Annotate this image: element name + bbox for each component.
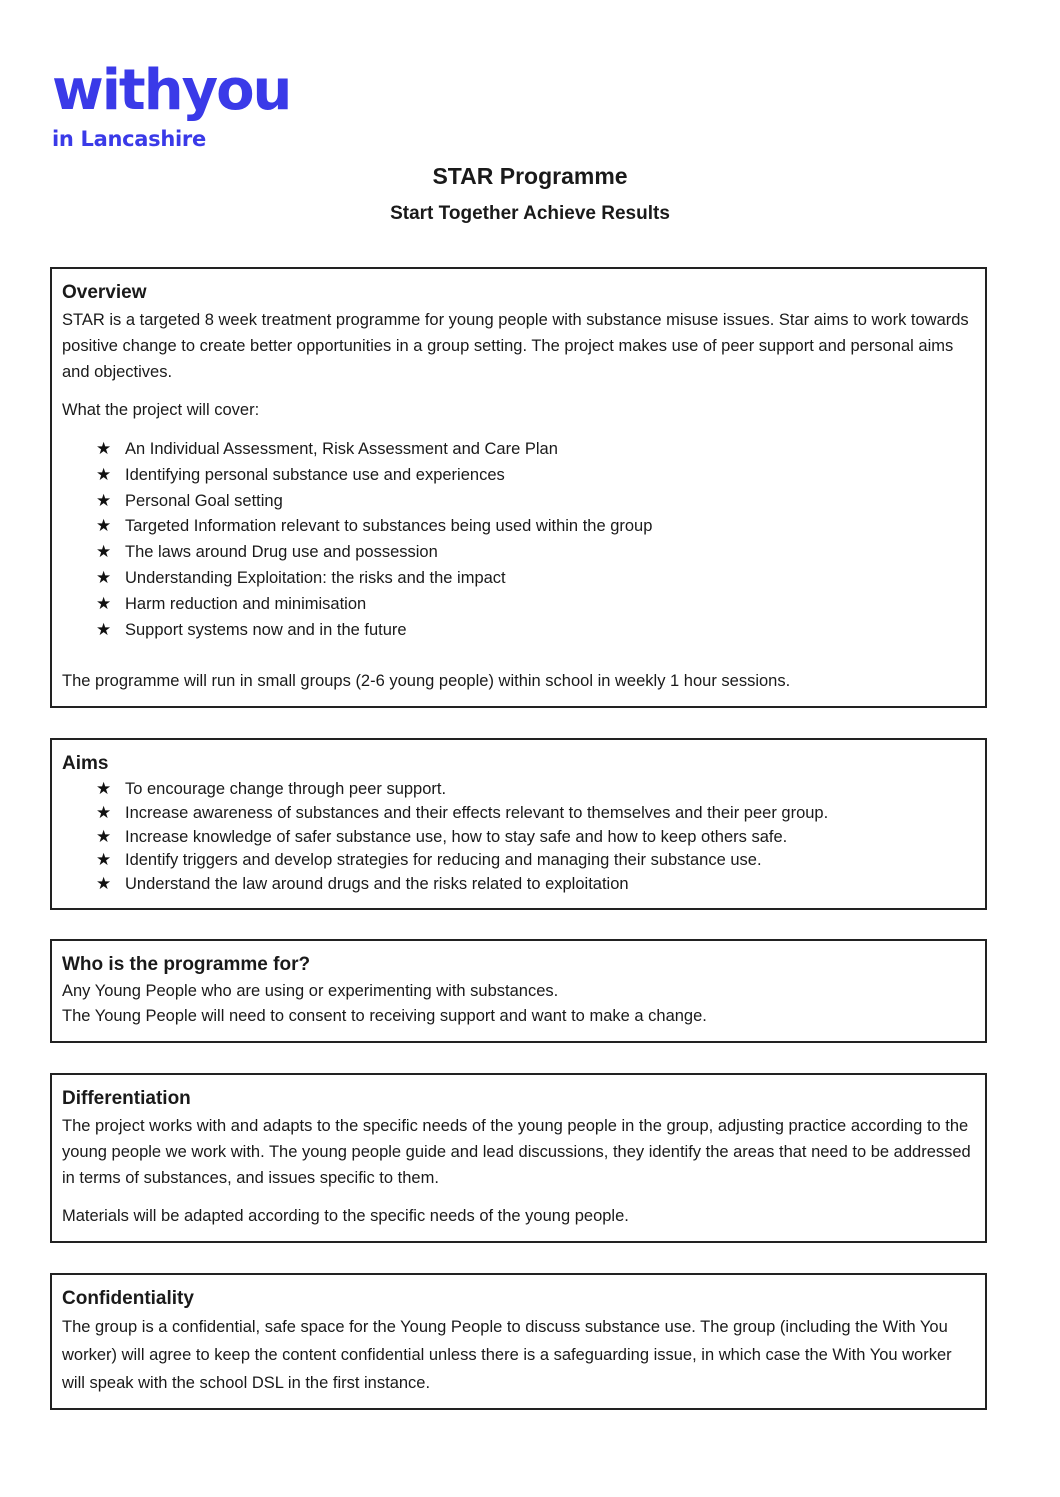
differentiation-heading: Differentiation [62, 1088, 191, 1109]
overview-cover-label: What the project will cover: [62, 401, 260, 419]
list-item: ★ Increase awareness of substances and their effects relevant to themselves and their peer group. [96, 802, 973, 826]
list-item: ★ To encourage change through peer support. [96, 778, 973, 802]
star-bullet-icon: ★ [96, 464, 112, 485]
star-bullet-icon: ★ [96, 779, 112, 799]
list-item: ★ Identify triggers and develop strategies for reducing and managing their substance use. [96, 849, 973, 873]
page-title: STAR Programme [432, 163, 628, 189]
differentiation-section [50, 1073, 987, 1243]
aims-heading: Aims [62, 753, 109, 774]
list-item: ★ Understand the law around drugs and the risks related to exploitation [96, 873, 973, 897]
list-item: ★ The laws around Drug use and possession [96, 540, 973, 566]
who-line-1: Any Young People who are using or experimenting with substances. [62, 982, 559, 1000]
list-item: ★ Harm reduction and minimisation [96, 592, 973, 618]
aims-section [50, 738, 987, 910]
overview-list [62, 437, 973, 643]
confidentiality-section [50, 1273, 987, 1410]
withyou-logo [52, 60, 290, 152]
list-item: ★ Identifying personal substance use and experiences [96, 463, 973, 489]
page-subtitle: Start Together Achieve Results [390, 203, 670, 224]
star-bullet-icon: ★ [96, 567, 112, 588]
aims-list [62, 778, 973, 897]
list-item: ★ Understanding Exploitation: the risks and the impact [96, 566, 973, 592]
list-item: ★ Support systems now and in the future [96, 618, 973, 644]
list-item: ★ Increase knowledge of safer substance use, how to stay safe and how to keep others safe. [96, 826, 973, 850]
star-bullet-icon: ★ [96, 490, 112, 511]
confidentiality-para: The group is a confidential, safe space for the Young People to discuss substance use. The group (including the With You worker) will agree to keep the content confidential unless there is a safeguarding issue, in which case the With You worker will speak with the school DSL in the first instance. [62, 1318, 952, 1392]
differentiation-para-2: Materials will be adapted according to the specific needs of the young people. [62, 1207, 629, 1225]
overview-section [50, 267, 987, 708]
star-bullet-icon: ★ [96, 542, 112, 563]
star-bullet-icon: ★ [96, 619, 112, 640]
who-heading: Who is the programme for? [62, 954, 311, 975]
star-bullet-icon: ★ [96, 439, 112, 459]
overview-closing: The programme will run in small groups (2-6 young people) within school in weekly 1 hour sessions. [62, 672, 791, 691]
star-bullet-icon: ★ [96, 874, 112, 895]
overview-intro: STAR is a targeted 8 week treatment programme for young people with substance misuse issues. Star aims to work towards positive change to create better opportunities in a group setting. The project makes use of peer support and personal aims and objectives. [62, 311, 969, 381]
list-item: ★ Personal Goal setting [96, 489, 973, 515]
who-line-2: The Young People will need to consent to receiving support and want to make a change. [62, 1007, 707, 1025]
confidentiality-heading: Confidentiality [62, 1288, 194, 1309]
list-item: ★ An Individual Assessment, Risk Assessment and Care Plan [96, 437, 973, 463]
list-item: ★ Targeted Information relevant to substances being used within the group [96, 514, 973, 540]
star-bullet-icon: ★ [96, 516, 112, 537]
star-bullet-icon: ★ [96, 593, 112, 614]
star-bullet-icon: ★ [96, 826, 112, 847]
logo-wordmark: withyou [52, 58, 291, 123]
logo-subtitle: in Lancashire [52, 127, 206, 151]
star-bullet-icon: ★ [96, 802, 112, 823]
who-section [50, 939, 987, 1043]
overview-heading: Overview [62, 282, 147, 303]
star-bullet-icon: ★ [96, 850, 112, 871]
differentiation-para-1: The project works with and adapts to the specific needs of the young people in the group, adjusting practice according to the young people we work with. The young people guide and lead discussions, they identify the areas that need to be addressed in terms of substances, and issues specific to them. [62, 1117, 971, 1187]
